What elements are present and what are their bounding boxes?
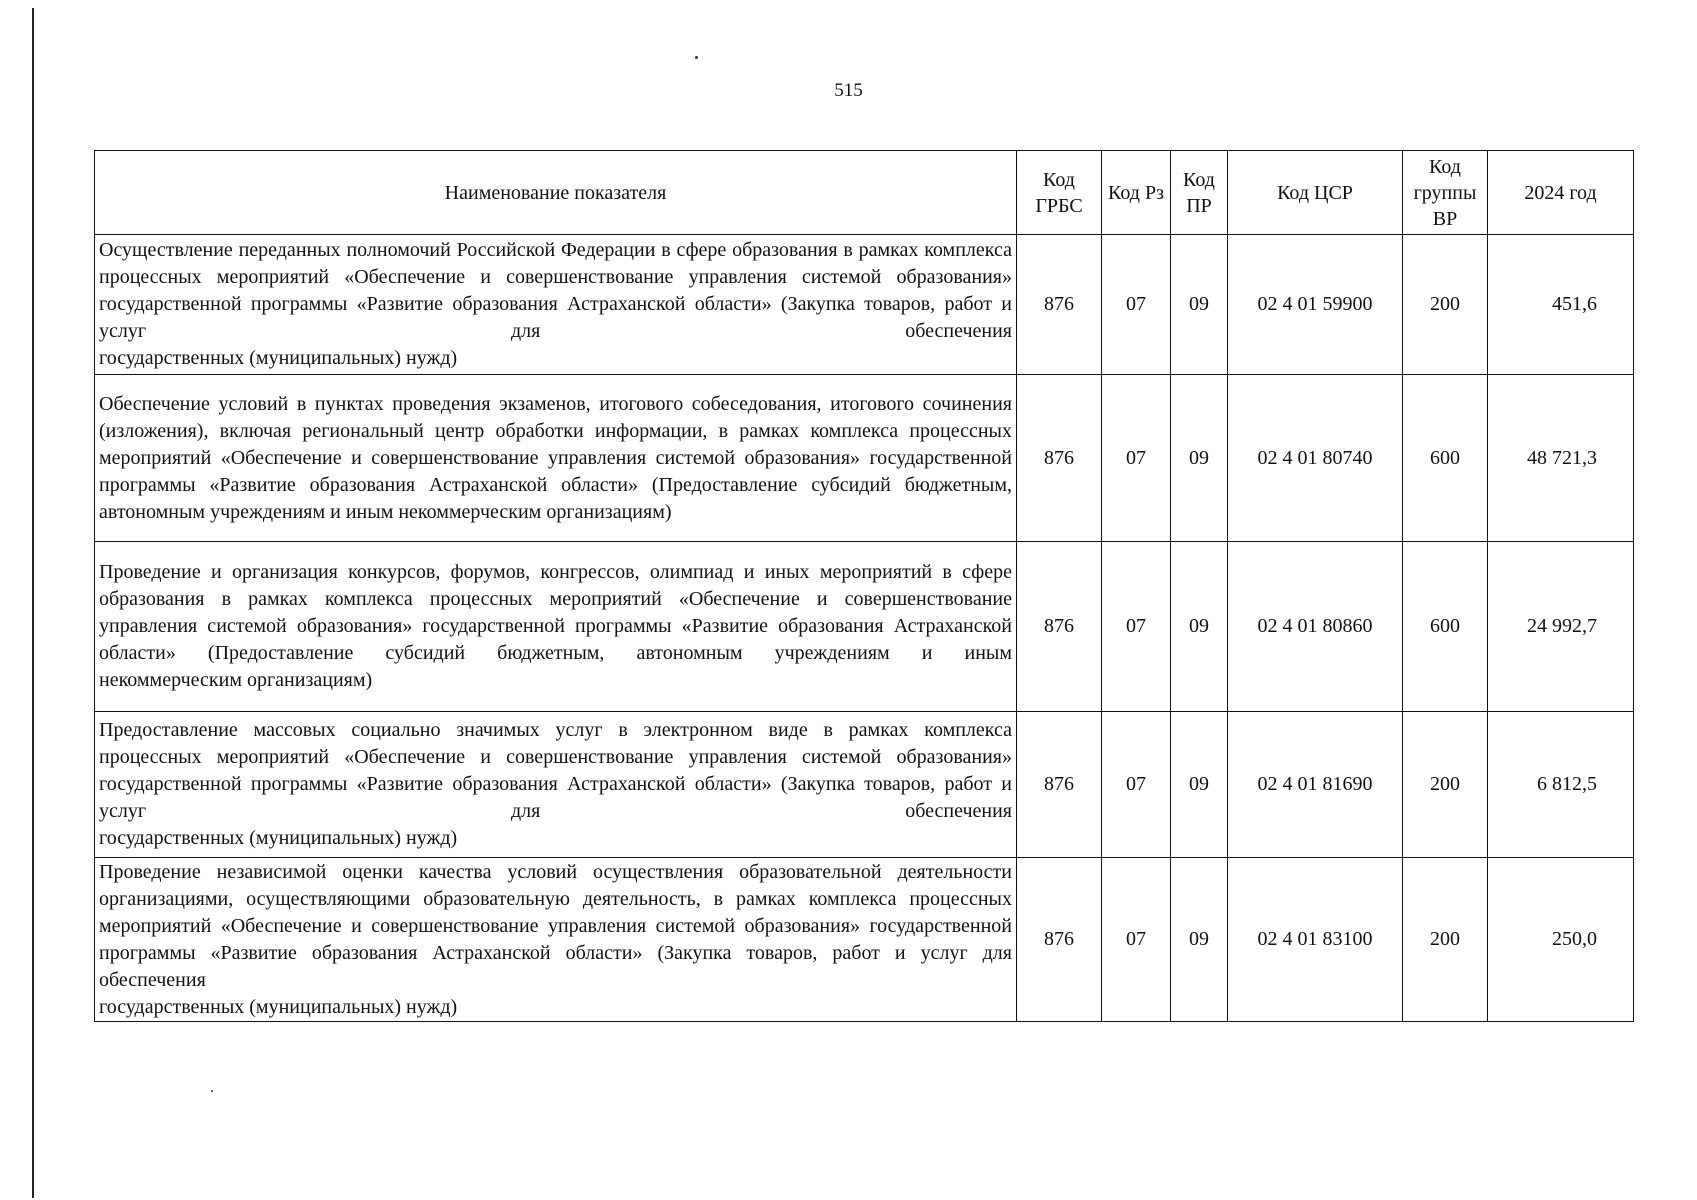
row-rz: 07 <box>1102 235 1171 375</box>
header-csr: Код ЦСР <box>1228 151 1403 235</box>
header-name: Наименование показателя <box>95 151 1017 235</box>
row-value: 24 992,7 <box>1488 542 1634 712</box>
row-name-last-line: государственных (муниципальных) нужд) <box>99 995 458 1018</box>
row-rz: 07 <box>1102 375 1171 542</box>
table-header-row <box>95 151 1634 235</box>
header-vr: Код группы ВР <box>1403 151 1488 235</box>
row-grbs: 876 <box>1017 858 1102 1022</box>
table-row <box>95 375 1634 542</box>
row-name-last-line: автономным учреждениям и иным некоммерческим организациям) <box>99 500 672 523</box>
row-rz: 07 <box>1102 542 1171 712</box>
row-name-cell <box>95 858 1017 1022</box>
row-name-cell <box>95 542 1017 712</box>
row-name-last-line: государственных (муниципальных) нужд) <box>99 827 458 849</box>
row-pr: 09 <box>1171 858 1228 1022</box>
row-name-text: Проведение независимой оценки качества условий осуществления образовательной деятельности организациями, осуществляющими образовательную деятельность, в рамках комплекса процессных мероприятий «Обеспечение и совершенствование управления системой образования» государственной программы «Развитие образования Астраханской области» (Закупка товаров, работ и услуг для обеспечения <box>99 860 1012 991</box>
row-csr: 02 4 01 83100 <box>1228 858 1403 1022</box>
header-grbs: Код ГРБС <box>1017 151 1102 235</box>
row-grbs: 876 <box>1017 542 1102 712</box>
row-pr: 09 <box>1171 712 1228 858</box>
table-row <box>95 542 1634 712</box>
row-vr: 200 <box>1403 235 1488 375</box>
scan-left-edge-line <box>32 8 34 1198</box>
row-value: 6 812,5 <box>1488 712 1634 858</box>
row-name-cell <box>95 375 1017 542</box>
table-row <box>95 235 1634 375</box>
row-name-text: Проведение и организация конкурсов, форумов, конгрессов, олимпиад и иных мероприятий в сфере образования в рамках комплекса процессных мероприятий «Обеспечение и совершенствование управления системой образования» государственной программы «Развитие образования Астраханской области» (Предоставление субсидий бюджетным, автономным учреждениям и иным <box>99 561 1012 664</box>
row-rz: 07 <box>1102 858 1171 1022</box>
row-name-text: Обеспечение условий в пунктах проведения экзаменов, итогового собеседования, итогового сочинения (изложения), включая региональный центр обработки информации, в рамках комплекса процессных мероприятий «Обеспечение и совершенствование управления системой образования» государственной программы «Развитие образования Астраханской области» (Предоставление субсидий бюджетным, <box>99 392 1012 496</box>
row-grbs: 876 <box>1017 375 1102 542</box>
row-rz: 07 <box>1102 712 1171 858</box>
row-csr: 02 4 01 80740 <box>1228 375 1403 542</box>
table-row <box>95 858 1634 1022</box>
row-vr: 200 <box>1403 858 1488 1022</box>
row-grbs: 876 <box>1017 712 1102 858</box>
row-csr: 02 4 01 59900 <box>1228 235 1403 375</box>
header-year: 2024 год <box>1488 151 1634 235</box>
row-pr: 09 <box>1171 375 1228 542</box>
header-rz: Код Рз <box>1102 151 1171 235</box>
row-pr: 09 <box>1171 542 1228 712</box>
row-csr: 02 4 01 81690 <box>1228 712 1403 858</box>
header-pr: Код ПР <box>1171 151 1228 235</box>
scan-speck <box>211 1090 213 1092</box>
budget-table <box>94 150 1634 1022</box>
row-vr: 600 <box>1403 542 1488 712</box>
row-name-text: Осуществление переданных полномочий Российской Федерации в сфере образования в рамках комплекса процессных мероприятий «Обеспечение и совершенствование управления системой образования» государственной программы «Развитие образования Астраханской области» (Закупка товаров, работ и услуг для обеспечения <box>99 239 1012 342</box>
row-name-cell <box>95 235 1017 375</box>
row-value: 451,6 <box>1488 235 1634 375</box>
row-pr: 09 <box>1171 235 1228 375</box>
row-name-cell <box>95 712 1017 858</box>
row-value: 250,0 <box>1488 858 1634 1022</box>
row-name-text: Предоставление массовых социально значимых услуг в электронном виде в рамках комплекса процессных мероприятий «Обеспечение и совершенствование управления системой образования» государственной программы «Развитие образования Астраханской области» (Закупка товаров, работ и услуг для обеспечения <box>99 719 1012 822</box>
row-name-last-line: некоммерческим организациям) <box>99 669 373 691</box>
table-row <box>95 712 1634 858</box>
row-value: 48 721,3 <box>1488 375 1634 542</box>
row-name-last-line: государственных (муниципальных) нужд) <box>99 347 458 369</box>
scan-speck <box>695 56 698 59</box>
page-number: 515 <box>834 80 863 101</box>
row-grbs: 876 <box>1017 235 1102 375</box>
row-csr: 02 4 01 80860 <box>1228 542 1403 712</box>
row-vr: 200 <box>1403 712 1488 858</box>
row-vr: 600 <box>1403 375 1488 542</box>
